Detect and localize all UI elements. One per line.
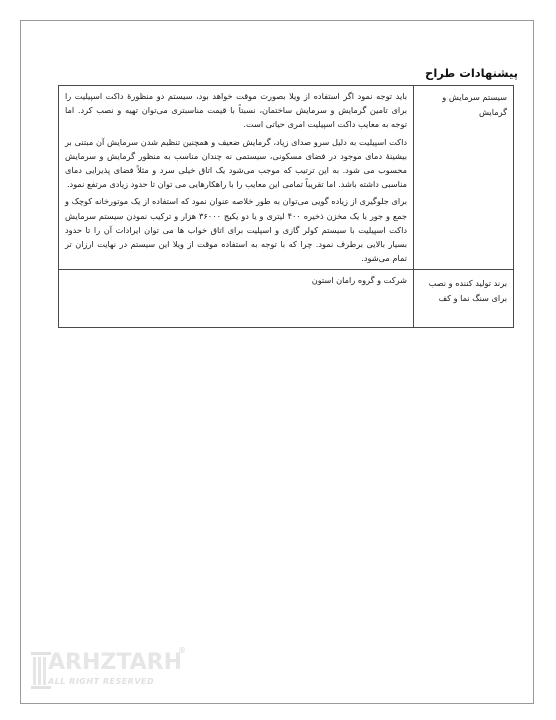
watermark-logo: [30, 646, 190, 700]
table-row: [59, 86, 514, 270]
registered-mark: ®: [178, 646, 186, 655]
row-content: [59, 86, 414, 270]
paragraph: برای جلوگیری از زیاده گویی می‌توان به طور خلاصه عنوان نمود که استفاده از یک موتورخانه کوچک و جمع و جور با یک مخزن ذخیره ۴۰۰ لیتری و یا دو یکیج ۳۶۰۰۰ هزار و ترکیب نمودن سیستم سرمایش داکت اسپیلیت با سیستم کولر گازی و اسپلیت برای اتاق خواب ها می توان ایرادات آن را تا حدود بسیار بالایی برطرف نمود. چرا که با توجه به استفاده موقت از ویلا این سیستم در نهایت ارزان تر تمام می‌شود.: [65, 196, 407, 264]
logo-wordmark: ARHZTARH: [48, 650, 183, 675]
row-label: برند تولید کننده و نصب برای سنگ نما و کف: [414, 270, 514, 328]
table-row: [59, 270, 514, 328]
paragraph: داکت اسپیلیت به دلیل سرو صدای زیاد، گرمایش ضعیف و همچنین تنظیم شدن سرمایش آن مبتنی بر بیشینۀ دمای موجود در فضای مسکونی، سیستمی نه چندان مناسب به منظور گرمایش و سرمایش محسوب می شود. به این ترتیب که موجب می‌شود یک اتاق خیلی سرد و مثلاً فضای پذیرایی دمای مناسبی داشته باشد. اما تقریباً تمامی این معایب را با راهکارهایی می توان تا حدود زیادی مرتفع نمود.: [65, 136, 407, 190]
row-content: [59, 270, 414, 328]
paragraph: شرکت و گروه رامان استون: [311, 275, 407, 285]
designer-suggestions-table: [58, 85, 514, 328]
logo-tagline: ALL RIGHT RESERVED: [48, 677, 155, 686]
row-label: سیستم سرمایش و گرمایش: [414, 86, 514, 270]
paragraph: باید توجه نمود اگر استفاده از ویلا بصورت موقت خواهد بود، سیستم دو منظورۀ داکت اسپیلیت را برای تامین گرمایش و سرمایش ساختمان، نسبتاً با قیمت مناسبتری می‌توان تهیه و نصب کرد. اما توجه به معایب داکت اسپیلیت امری حیاتی است.: [65, 91, 407, 130]
section-title: پیشنهادات طراح: [425, 66, 518, 80]
